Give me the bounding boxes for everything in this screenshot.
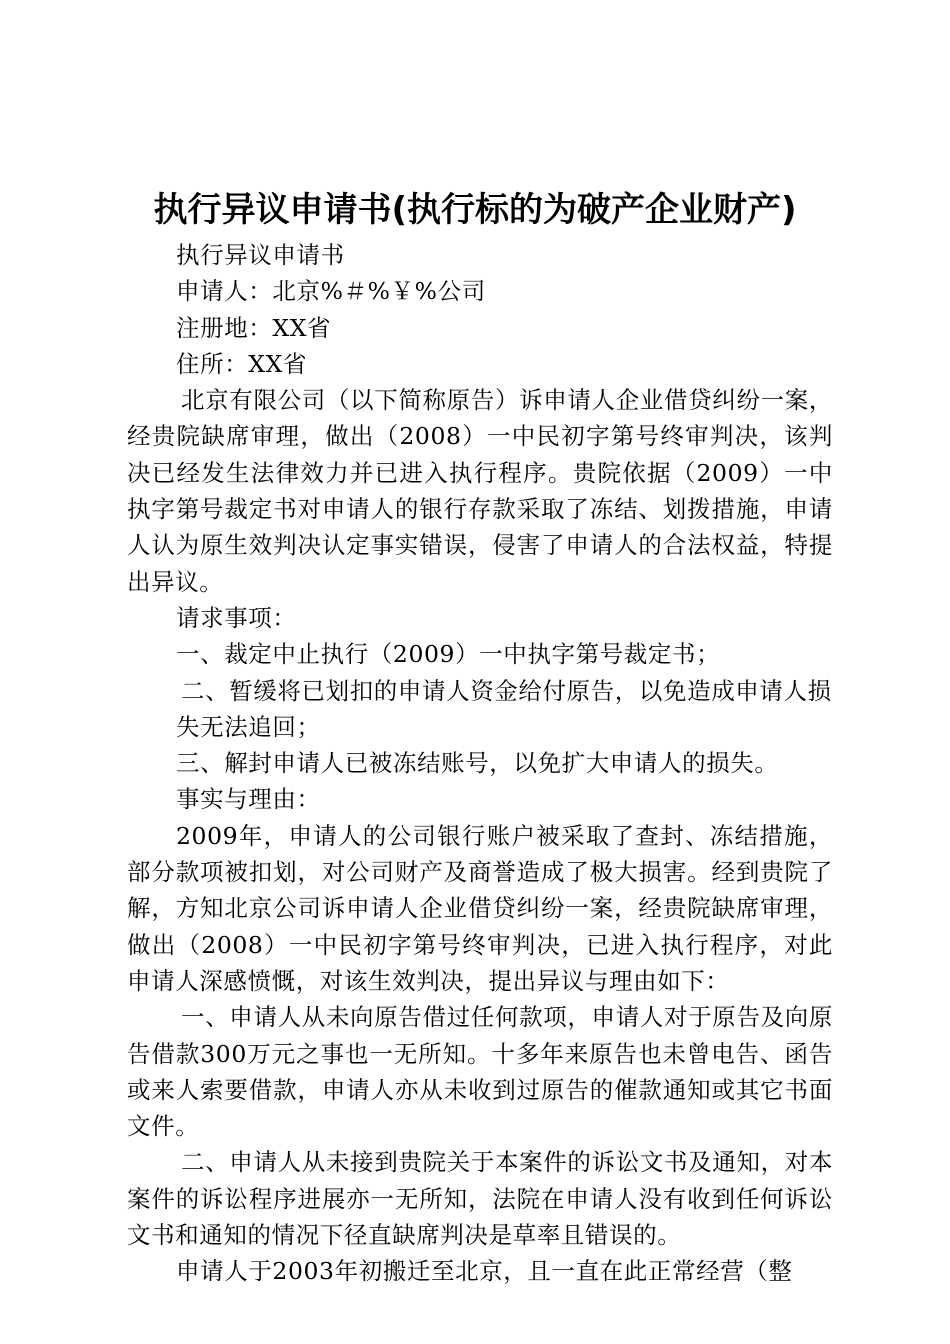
facts-heading: 事实与理由： xyxy=(176,785,321,814)
relocation-paragraph: 申请人于2003年初搬迁至北京，且一直在此正常经营（整 xyxy=(176,1257,793,1286)
case-background-paragraph: 北京有限公司（以下简称原告）诉申请人企业借贷纠纷一案，经贵院缺席审理，做出（2008）一中民初字第号终审判决，该判决已经发生法律效力并已进入执行程序。贵院依据（2009）一中执字第号裁定书对申请人的银行存款采取了冻结、划拨措施，申请人认为原生效判决认定事实错误，侵害了申请人的合法权益，特提出异议。 xyxy=(127,386,833,596)
doc-heading-line: 执行异议申请书 xyxy=(176,241,345,269)
registered-address-line: 注册地：XX省 xyxy=(176,313,332,342)
facts-paragraph: 2009年，申请人的公司银行账户被采取了查封、冻结措施，部分款项被扣划，对公司财产及商誉造成了极大损害。经到贵院了解，方知北京公司诉申请人企业借贷纠纷一案，经贵院缺席审理，做出（2008）一中民初字第号终审判决，已进入执行程序，对此申请人深感愤慨，对该生效判决，提出异议与理由如下： xyxy=(127,821,833,995)
requests-heading: 请求事项： xyxy=(176,603,297,632)
reason-1-paragraph: 一、申请人从未向原告借过任何款项，申请人对于原告及向原告借款300万元之事也一无所知。十多年来原告也未曾电告、函告或来人索要借款，申请人亦从未收到过原告的催款通知或其它书面文件。 xyxy=(127,1003,833,1141)
request-item-1: 一、裁定中止执行（2009）一中执字第号裁定书； xyxy=(176,640,721,669)
request-item-3: 三、解封申请人已被冻结账号，以免扩大申请人的损失。 xyxy=(176,749,779,778)
reason-2-paragraph: 二、申请人从未接到贵院关于本案件的诉讼文书及通知，对本案件的诉讼程序进展亦一无所知，法院在申请人没有收到任何诉讼文书和通知的情况下径直缺席判决是草率且错误的。 xyxy=(127,1148,833,1250)
request-item-2-continued: 失无法追回； xyxy=(176,712,321,741)
applicant-line: 申请人：北京%＃%￥%公司 xyxy=(176,277,486,306)
document-title: 执行异议申请书(执行标的为破产企业财产) xyxy=(153,190,797,230)
request-item-2: 二、暂缓将已划扣的申请人资金给付原告，以免造成申请人损 xyxy=(181,676,832,705)
document-body xyxy=(127,237,833,1290)
residence-line: 住所：XX省 xyxy=(176,349,308,378)
